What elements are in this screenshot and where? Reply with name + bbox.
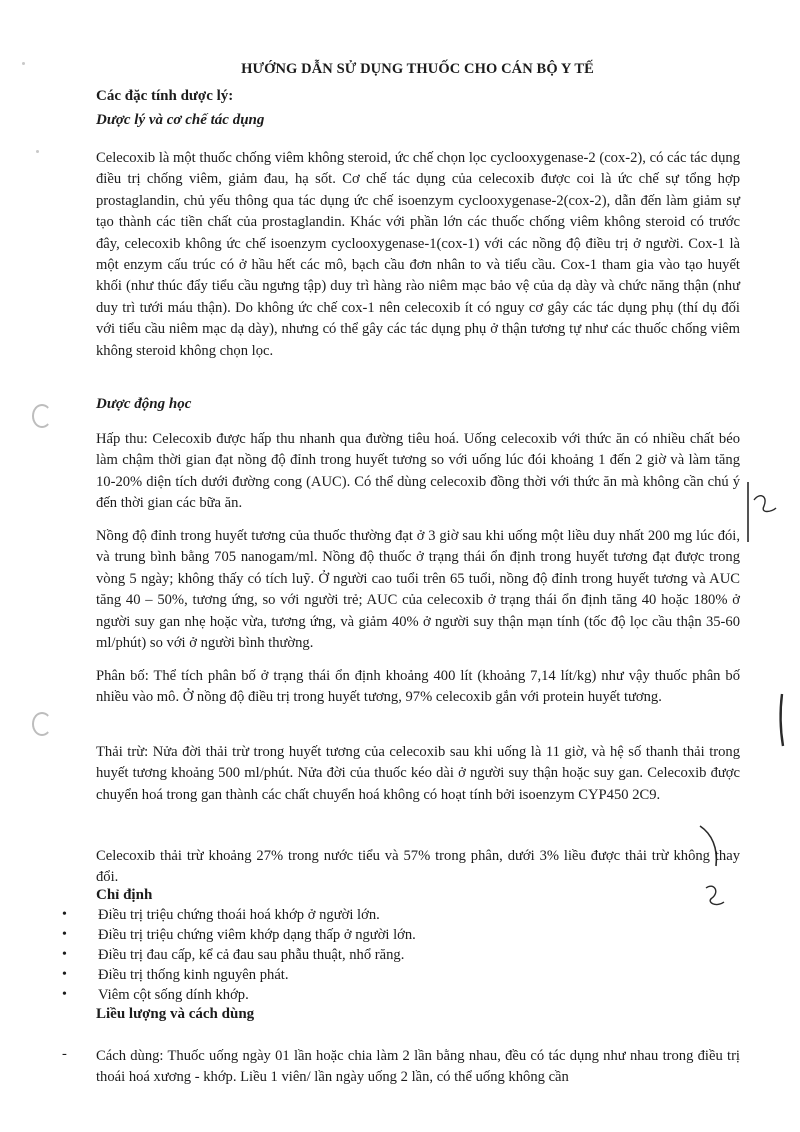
list-item: • Điều trị thống kinh nguyên phát. bbox=[62, 965, 416, 985]
handwritten-mark-icon bbox=[742, 478, 782, 548]
list-item: • Điều trị triệu chứng thoái hoá khớp ở người lớn. bbox=[62, 905, 416, 925]
indications-list bbox=[62, 905, 416, 1005]
handwritten-mark-icon bbox=[776, 690, 788, 750]
page-title: HƯỚNG DẪN SỬ DỤNG THUỐC CHO CÁN BỘ Y TẾ bbox=[241, 61, 594, 77]
list-item: • Điều trị triệu chứng viêm khớp dạng thấp ở người lớn. bbox=[62, 925, 416, 945]
dash-marker: - bbox=[62, 1046, 67, 1062]
punch-hole-icon bbox=[32, 712, 52, 736]
subheading-mechanism: Dược lý và cơ chế tác dụng bbox=[96, 112, 265, 128]
list-item: • Viêm cột sống dính khớp. bbox=[62, 985, 416, 1005]
subheading-pharmacokinetics: Dược động học bbox=[96, 396, 192, 412]
scan-speck bbox=[36, 150, 39, 153]
paragraph-distribution: Phân bố: Thể tích phân bố ở trạng thái ổn định khoảng 400 lít (khoảng 7,14 lít/kg) như vậy thuốc phân bố nhiều vào mô. Ở nồng độ điều trị trong huyết tương, 97% celecoxib gắn với protein huyết tương. bbox=[96, 668, 740, 706]
paragraph-mechanism: Celecoxib là một thuốc chống viêm không steroid, ức chế chọn lọc cyclooxygenase-2 (cox-2), có các tác dụng điều trị chống viêm, giảm đau, hạ sốt. Cơ chế tác dụng của celecoxib được coi là ức chế sự tổng hợp prostaglandin, chủ yếu thông qua tác dụng ức chế isoenzym cyclooxygenase-2(cox-2), dẫn đến làm giảm sự tạo thành các tiền chất của prostaglandin. Khác với phần lớn các thuốc chống viêm không steroid có trước đây, celecoxib không ức chế isoenzym cyclooxygenase-1(cox-1) với các nồng độ điều trị ở người. Cox-1 là một enzym cấu trúc có ở hầu hết các mô, bạch cầu đơn nhân to và tiểu cầu. Cox-1 tham gia vào tạo huyết khối (như thúc đẩy tiểu cầu ngưng tập) duy trì hàng rào niêm mạc bảo vệ của dạ dày và chức năng thận (như duy trì tưới máu thận). Do không ức chế cox-1 nên celecoxib ít có nguy cơ gây các tác dụng phụ (thí dụ đối với tiểu cầu niêm mạc dạ dày), nhưng có thể gây các tác dụng phụ ở thận tương tự như các thuốc chống viêm không steroid không chọn lọc. bbox=[96, 150, 740, 359]
section-heading-dosage: Liều lượng và cách dùng bbox=[96, 1006, 255, 1022]
paragraph-elimination: Thải trừ: Nửa đời thải trừ trong huyết tương của celecoxib sau khi uống là 11 giờ, và hệ số thanh thải trong huyết tương khoảng 500 ml/phút. Nửa đời của thuốc kéo dài ở người suy thận hoặc suy gan. Celecoxib được chuyển hoá trong gan thành các chất chuyển hoá không có hoạt tính bởi isoenzym CYP450 2C9. bbox=[96, 744, 740, 803]
section-heading-indications: Chỉ định bbox=[96, 887, 153, 903]
paragraph-absorption: Hấp thu: Celecoxib được hấp thu nhanh qua đường tiêu hoá. Uống celecoxib với thức ăn có nhiều chất béo làm chậm thời gian đạt nồng độ đỉnh trong huyết tương so với uống lúc đói khoảng 1 đến 2 giờ và làm tăng 10-20% diện tích dưới đường cong (AUC). Có thể dùng celecoxib đồng thời với thức ăn mà không cần chú ý đến thời gian các bữa ăn. bbox=[96, 431, 740, 512]
punch-hole-icon bbox=[32, 404, 52, 428]
section-heading-pharmacology: Các đặc tính dược lý: bbox=[96, 88, 234, 104]
paragraph-usage: Cách dùng: Thuốc uống ngày 01 lần hoặc chia làm 2 lần bằng nhau, đều có tác dụng như nhau trong điều trị thoái hoá xương - khớp. Liều 1 viên/ lần ngày uống 2 lần, có thể uống không cần bbox=[96, 1048, 740, 1086]
paragraph-excretion: Celecoxib thải trừ khoảng 27% trong nước tiểu và 57% trong phân, dưới 3% liều được thải trừ không thay đổi. bbox=[96, 848, 740, 886]
paragraph-peak-concentration: Nồng độ đỉnh trong huyết tương của thuốc thường đạt ở 3 giờ sau khi uống một liều duy nhất 200 mg lúc đói, và trung bình bằng 705 nanogam/ml. Nồng độ thuốc ở trạng thái ổn định trong huyết tương đạt được trong vòng 5 ngày; không thấy có tích luỹ. Ở người cao tuổi trên 65 tuổi, nồng độ đỉnh trong huyết tương và AUC tăng 40 – 50%, tương ứng, so với người trẻ; AUC của celecoxib ở trạng thái ổn định tăng 40 hoặc 180% ở người suy gan nhẹ hoặc vừa, tương ứng, và giảm 40% ở người suy thận mạn tính (tốc độ lọc cầu thận 35-60 ml/phút) so với ở người bình thường. bbox=[96, 528, 740, 652]
list-item: • Điều trị đau cấp, kể cả đau sau phẫu thuật, nhổ răng. bbox=[62, 945, 416, 965]
